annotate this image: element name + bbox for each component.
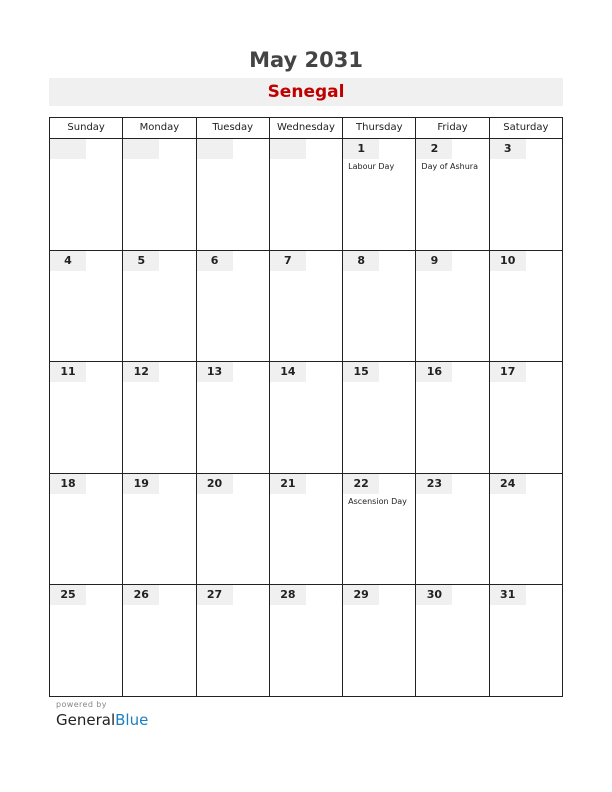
day-number: 21 [270, 474, 306, 494]
day-number: 14 [270, 362, 306, 382]
day-cell [416, 251, 489, 363]
day-cell [343, 474, 416, 586]
day-number: 8 [343, 251, 379, 271]
day-cell [490, 585, 563, 697]
country-name: Senegal [267, 82, 345, 102]
day-number: 11 [50, 362, 86, 382]
day-number: 9 [416, 251, 452, 271]
weekday-header-monday: Monday [123, 118, 196, 139]
day-cell [343, 362, 416, 474]
day-number: 4 [50, 251, 86, 271]
day-cell [416, 139, 489, 251]
holiday-label: Ascension Day [348, 496, 407, 506]
day-cell [270, 139, 343, 251]
day-cell [197, 362, 270, 474]
day-cell [197, 251, 270, 363]
day-cell [123, 585, 196, 697]
day-number: 18 [50, 474, 86, 494]
day-number [123, 139, 159, 159]
day-cell [490, 362, 563, 474]
day-number: 17 [490, 362, 526, 382]
day-number: 7 [270, 251, 306, 271]
day-cell [50, 251, 123, 363]
day-number: 12 [123, 362, 159, 382]
day-number: 15 [343, 362, 379, 382]
day-cell [490, 139, 563, 251]
day-number: 29 [343, 585, 379, 605]
weekday-header-wednesday: Wednesday [270, 118, 343, 139]
day-number: 23 [416, 474, 452, 494]
day-number: 6 [197, 251, 233, 271]
day-cell [123, 362, 196, 474]
calendar-grid [49, 117, 563, 697]
day-number [270, 139, 306, 159]
day-number: 1 [343, 139, 379, 159]
footer-branding [56, 700, 148, 729]
day-number: 20 [197, 474, 233, 494]
day-cell [343, 585, 416, 697]
day-number [50, 139, 86, 159]
day-cell [416, 585, 489, 697]
weekday-header-saturday: Saturday [490, 118, 563, 139]
day-cell [270, 362, 343, 474]
day-number: 19 [123, 474, 159, 494]
day-cell [270, 474, 343, 586]
day-number: 5 [123, 251, 159, 271]
day-cell [197, 585, 270, 697]
day-number: 16 [416, 362, 452, 382]
day-number: 13 [197, 362, 233, 382]
day-cell [416, 362, 489, 474]
brand-blue-text: Blue [115, 711, 149, 729]
day-number: 26 [123, 585, 159, 605]
powered-by-label: powered by [56, 700, 107, 709]
day-cell [343, 139, 416, 251]
day-cell [50, 585, 123, 697]
day-number: 31 [490, 585, 526, 605]
day-cell [416, 474, 489, 586]
day-cell [197, 139, 270, 251]
day-number: 3 [490, 139, 526, 159]
day-cell [270, 585, 343, 697]
day-number: 28 [270, 585, 306, 605]
day-number: 10 [490, 251, 526, 271]
day-cell [123, 139, 196, 251]
day-cell [490, 251, 563, 363]
day-number: 30 [416, 585, 452, 605]
day-cell [50, 362, 123, 474]
day-cell [123, 474, 196, 586]
weekday-header-thursday: Thursday [343, 118, 416, 139]
weekday-header-tuesday: Tuesday [197, 118, 270, 139]
day-cell [123, 251, 196, 363]
holiday-label: Day of Ashura [421, 162, 478, 171]
brand-logo [56, 711, 148, 729]
weekday-header-friday: Friday [416, 118, 489, 139]
holiday-label: Labour Day [348, 162, 395, 171]
day-cell [50, 474, 123, 586]
weekday-header-sunday: Sunday [50, 118, 123, 139]
day-number: 27 [197, 585, 233, 605]
day-cell [270, 251, 343, 363]
day-number: 25 [50, 585, 86, 605]
day-number: 22 [343, 474, 379, 494]
country-banner [49, 78, 563, 106]
day-cell [343, 251, 416, 363]
day-number: 2 [416, 139, 452, 159]
day-cell [197, 474, 270, 586]
page-title: May 2031 [249, 48, 363, 72]
day-number [197, 139, 233, 159]
day-cell [490, 474, 563, 586]
brand-general-text: General [56, 711, 116, 729]
day-number: 24 [490, 474, 526, 494]
day-cell [50, 139, 123, 251]
